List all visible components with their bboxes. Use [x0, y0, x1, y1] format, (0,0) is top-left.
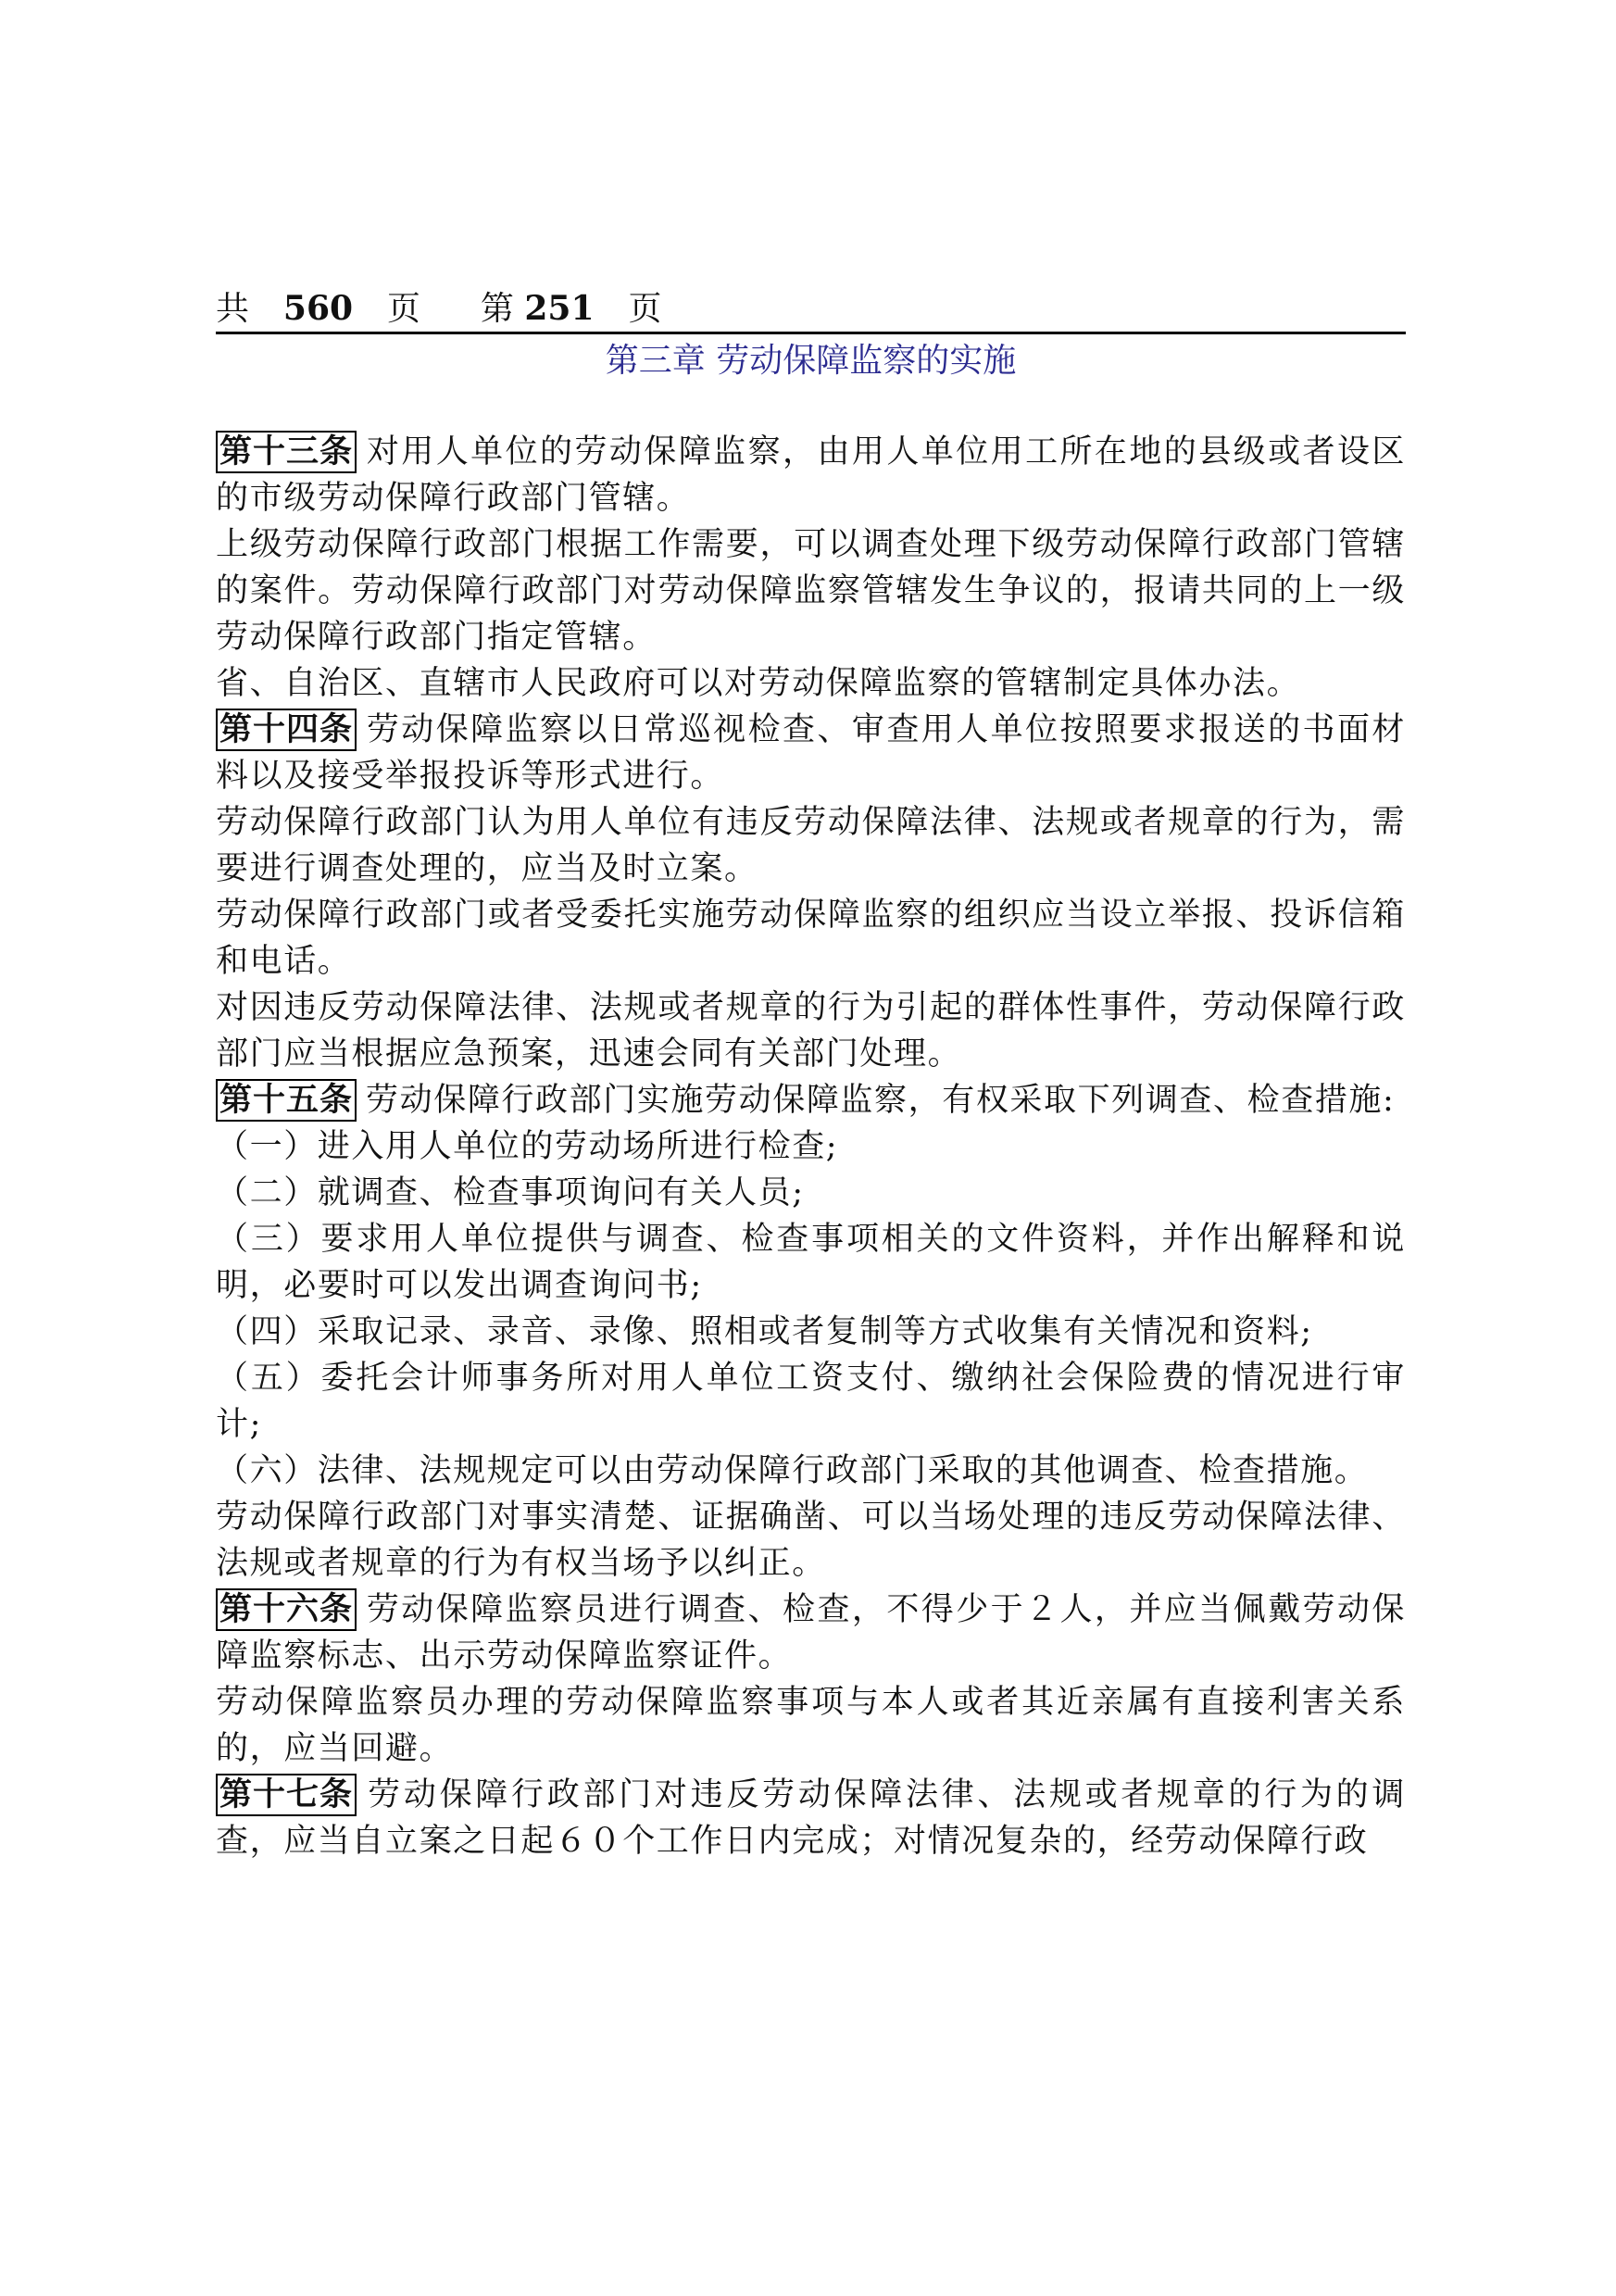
total-prefix: 共 [216, 290, 250, 328]
current-page: 251 [524, 289, 595, 328]
current-suffix: 页 [628, 290, 662, 328]
article-15-item-6: （六）法律、法规规定可以由劳动保障行政部门采取的其他调查、检查措施。 [216, 1452, 1369, 1489]
article-17-text-1: 劳动保障行政部门对违反劳动保障法律、法规或者规章的行为的调查，应当自立案之日起６０个工作日内完成；对情况复杂的，经劳动保障行政 [216, 1776, 1406, 1860]
article-15-item-5: （五）委托会计师事务所对用人单位工资支付、缴纳社会保险费的情况进行审计; [216, 1360, 1406, 1443]
article-15-item-1: （一）进入用人单位的劳动场所进行检查; [216, 1128, 839, 1165]
total-suffix: 页 [386, 290, 420, 328]
article-15-paragraph-1 [216, 1077, 1406, 1123]
total-pages: 560 [282, 289, 354, 328]
article-15-item-4: （四）采取记录、录音、录像、照相或者复制等方式收集有关情况和资料; [216, 1313, 1313, 1350]
page-header [216, 285, 1406, 332]
article-15-item-3: （三）要求用人单位提供与调查、检查事项相关的文件资料，并作出解释和说明，必要时可以发出调查询问书; [216, 1221, 1406, 1304]
chapter-title: 第三章 劳动保障监察的实施 [605, 342, 1017, 380]
article-16-text-1: 劳动保障监察员进行调查、检查，不得少于２人，并应当佩戴劳动保障监察标志、出示劳动保障监察证件。 [216, 1591, 1406, 1675]
article-16-paragraph-2: 劳动保障监察员办理的劳动保障监察事项与本人或者其近亲属有直接利害关系的，应当回避。 [216, 1684, 1406, 1767]
article-14-paragraph-1 [216, 707, 1406, 799]
article-label-15: 第十五条 [216, 1079, 357, 1122]
article-13-paragraph-2: 上级劳动保障行政部门根据工作需要，可以调查处理下级劳动保障行政部门管辖的案件。劳动保障行政部门对劳动保障监察管辖发生争议的，报请共同的上一级劳动保障行政部门指定管辖。 [216, 526, 1406, 656]
article-14-paragraph-3: 劳动保障行政部门或者受委托实施劳动保障监察的组织应当设立举报、投诉信箱和电话。 [216, 897, 1406, 980]
article-13-paragraph-1 [216, 429, 1406, 521]
article-label-16: 第十六条 [216, 1588, 357, 1631]
article-15-item-2: （二）就调查、检查事项询问有关人员; [216, 1174, 805, 1211]
article-17-paragraph-1 [216, 1772, 1406, 1864]
article-13-paragraph-3: 省、自治区、直辖市人民政府可以对劳动保障监察的管辖制定具体办法。 [216, 665, 1301, 702]
article-content [216, 429, 1406, 1864]
article-13-text-1: 对用人单位的劳动保障监察，由用人单位用工所在地的县级或者设区的市级劳动保障行政部门管辖。 [216, 433, 1406, 517]
document-page [216, 0, 1406, 2296]
current-prefix: 第 [480, 290, 514, 328]
article-15-text-1: 劳动保障行政部门实施劳动保障监察，有权采取下列调查、检查措施: [366, 1082, 1396, 1119]
article-label-17: 第十七条 [216, 1774, 357, 1816]
header-rule [216, 332, 1406, 334]
article-label-14: 第十四条 [216, 709, 357, 751]
article-label-13: 第十三条 [216, 431, 357, 473]
article-14-paragraph-2: 劳动保障行政部门认为用人单位有违反劳动保障法律、法规或者规章的行为，需要进行调查处理的，应当及时立案。 [216, 804, 1406, 887]
article-14-text-1: 劳动保障监察以日常巡视检查、审查用人单位按照要求报送的书面材料以及接受举报投诉等形式进行。 [216, 711, 1406, 795]
article-15-paragraph-last: 劳动保障行政部门对事实清楚、证据确凿、可以当场处理的违反劳动保障法律、法规或者规章的行为有权当场予以纠正。 [216, 1499, 1406, 1582]
article-14-paragraph-4: 对因违反劳动保障法律、法规或者规章的行为引起的群体性事件，劳动保障行政部门应当根据应急预案，迅速会同有关部门处理。 [216, 989, 1406, 1073]
article-16-paragraph-1 [216, 1587, 1406, 1679]
